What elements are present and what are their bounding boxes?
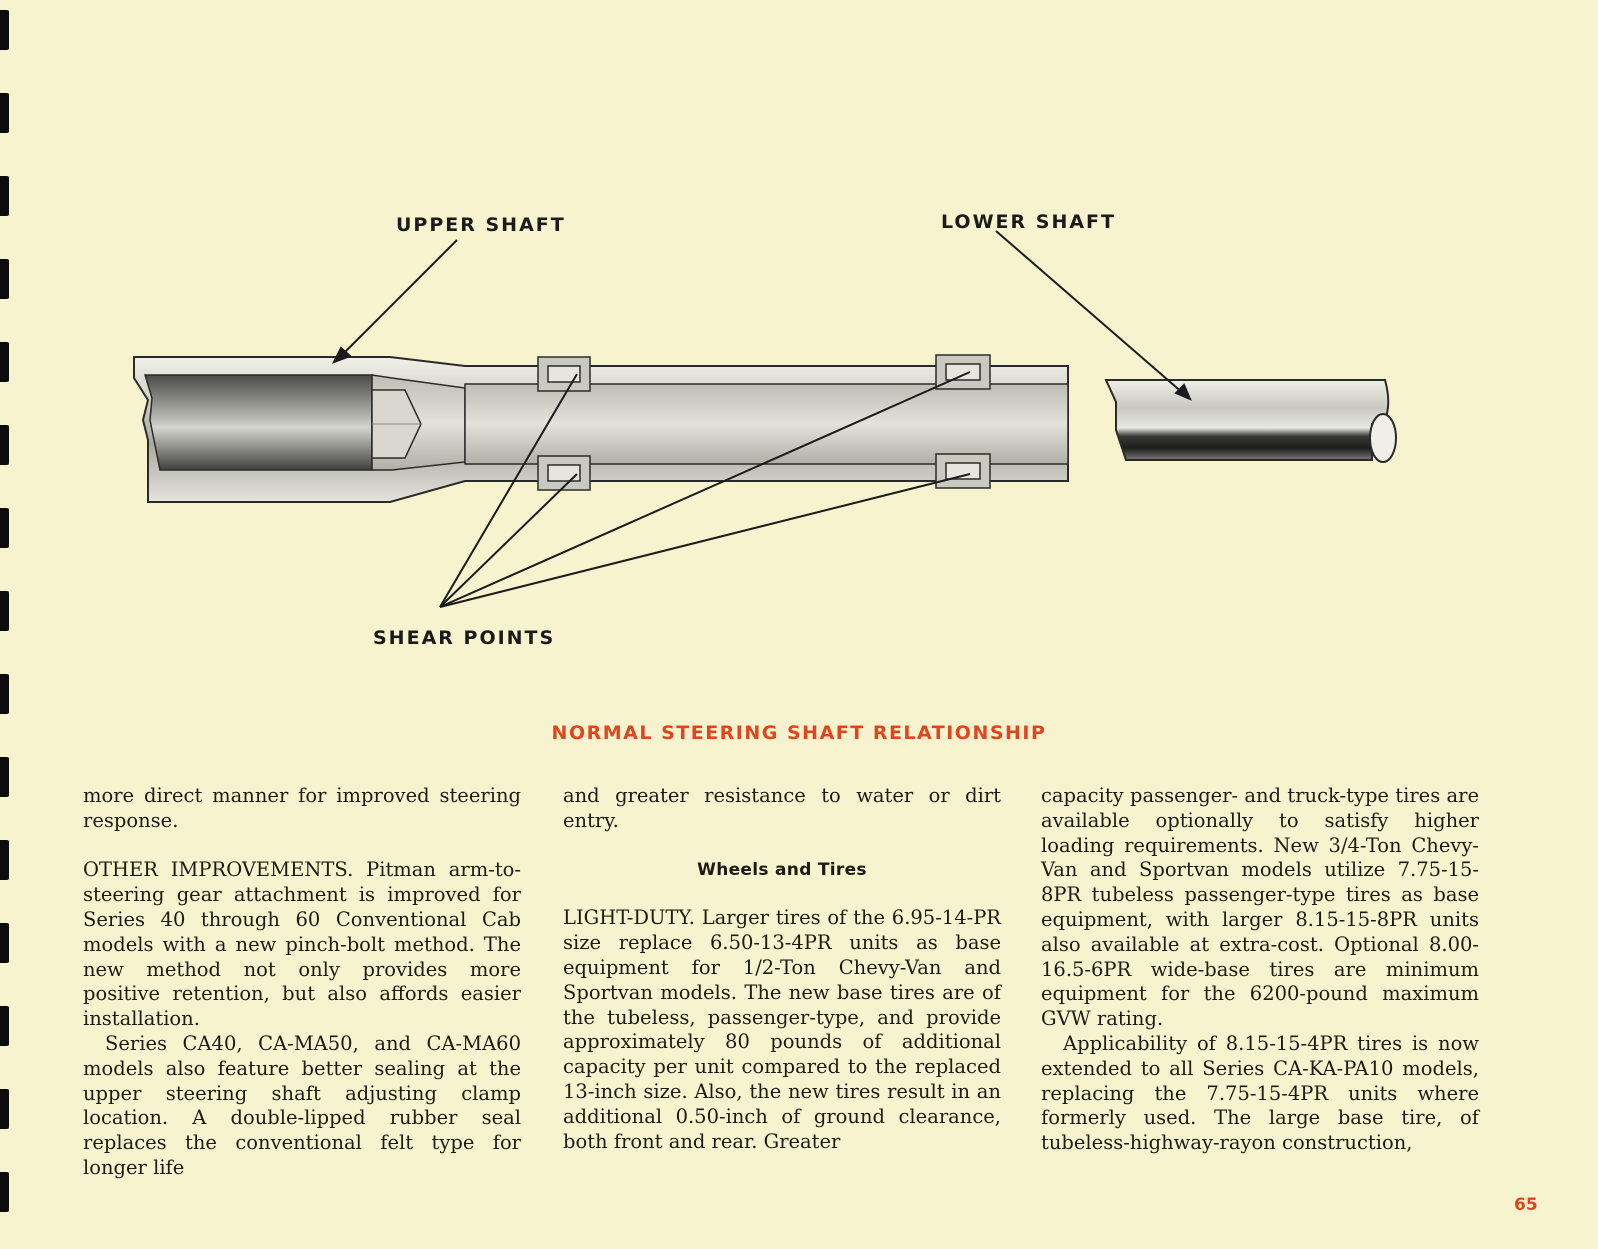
paragraph: Applicability of 8.15-15-4PR tires is now extended to all Series CA-KA-PA10 models, replacing the 7.75-15-4PR units where formerly used. The large base tire, of tubeless-highway-rayon construction, [1041,1031,1479,1155]
figure-caption: NORMAL STEERING SHAFT RELATIONSHIP [551,722,1047,744]
shear-points-label: SHEAR POINTS [373,627,556,649]
paragraph: and greater resistance to water or dirt entry. [563,784,1001,832]
shear-pin-2 [538,456,590,490]
text-column-3 [1041,784,1479,1156]
lower-shaft-part [1106,380,1396,462]
paragraph: capacity passenger- and truck-type tires are available optionally to satisfy higher loading requirements. New 3/4-Ton Chevy-Van and Sportvan models utilize 7.75-15-8PR tubeless passenger-type tires as base equipment, with larger 8.15-15-8PR units also available at extra-cost. Optional 8.00-16.5-6PR wide-base tires are minimum equipment for the 6200-pound maximum GVW rating. [1041,784,1479,1031]
text-column-2 [563,784,1001,1154]
upper-shaft-label: UPPER SHAFT [396,214,566,236]
paragraph: more direct manner for improved steering response. [83,784,521,832]
shear-pin-1 [538,357,590,391]
text-column-1 [83,784,521,1181]
lower-shaft-inner [465,384,1068,464]
section-heading: Wheels and Tires [697,859,867,880]
paragraph: OTHER IMPROVEMENTS. Pitman arm-to-steering gear attachment is improved for Series 40 through 60 Conventional Cab models with a new pinch-bolt method. The new method not only provides more positive retention, but also affords easier installation. [83,858,521,1031]
shear-pin-4 [936,454,990,488]
lower-shaft-label: LOWER SHAFT [941,211,1116,233]
page-number: 65 [1514,1195,1538,1215]
paragraph: Series CA40, CA-MA50, and CA-MA60 models also feature better sealing at the upper steering shaft adjusting clamp location. A double-lipped rubber seal replaces the conventional felt type for longer life [83,1031,521,1179]
paragraph: LIGHT-DUTY. Larger tires of the 6.95-14-PR size replace 6.50-13-4PR units as base equipment for 1/2-Ton Chevy-Van and Sportvan models. The new base tires are of the tubeless, passenger-type, and provide approximately 80 pounds of additional capacity per unit compared to the replaced 13-inch size. Also, the new tires result in an additional 0.50-inch of ground clearance, both front and rear. Greater [563,906,1001,1153]
